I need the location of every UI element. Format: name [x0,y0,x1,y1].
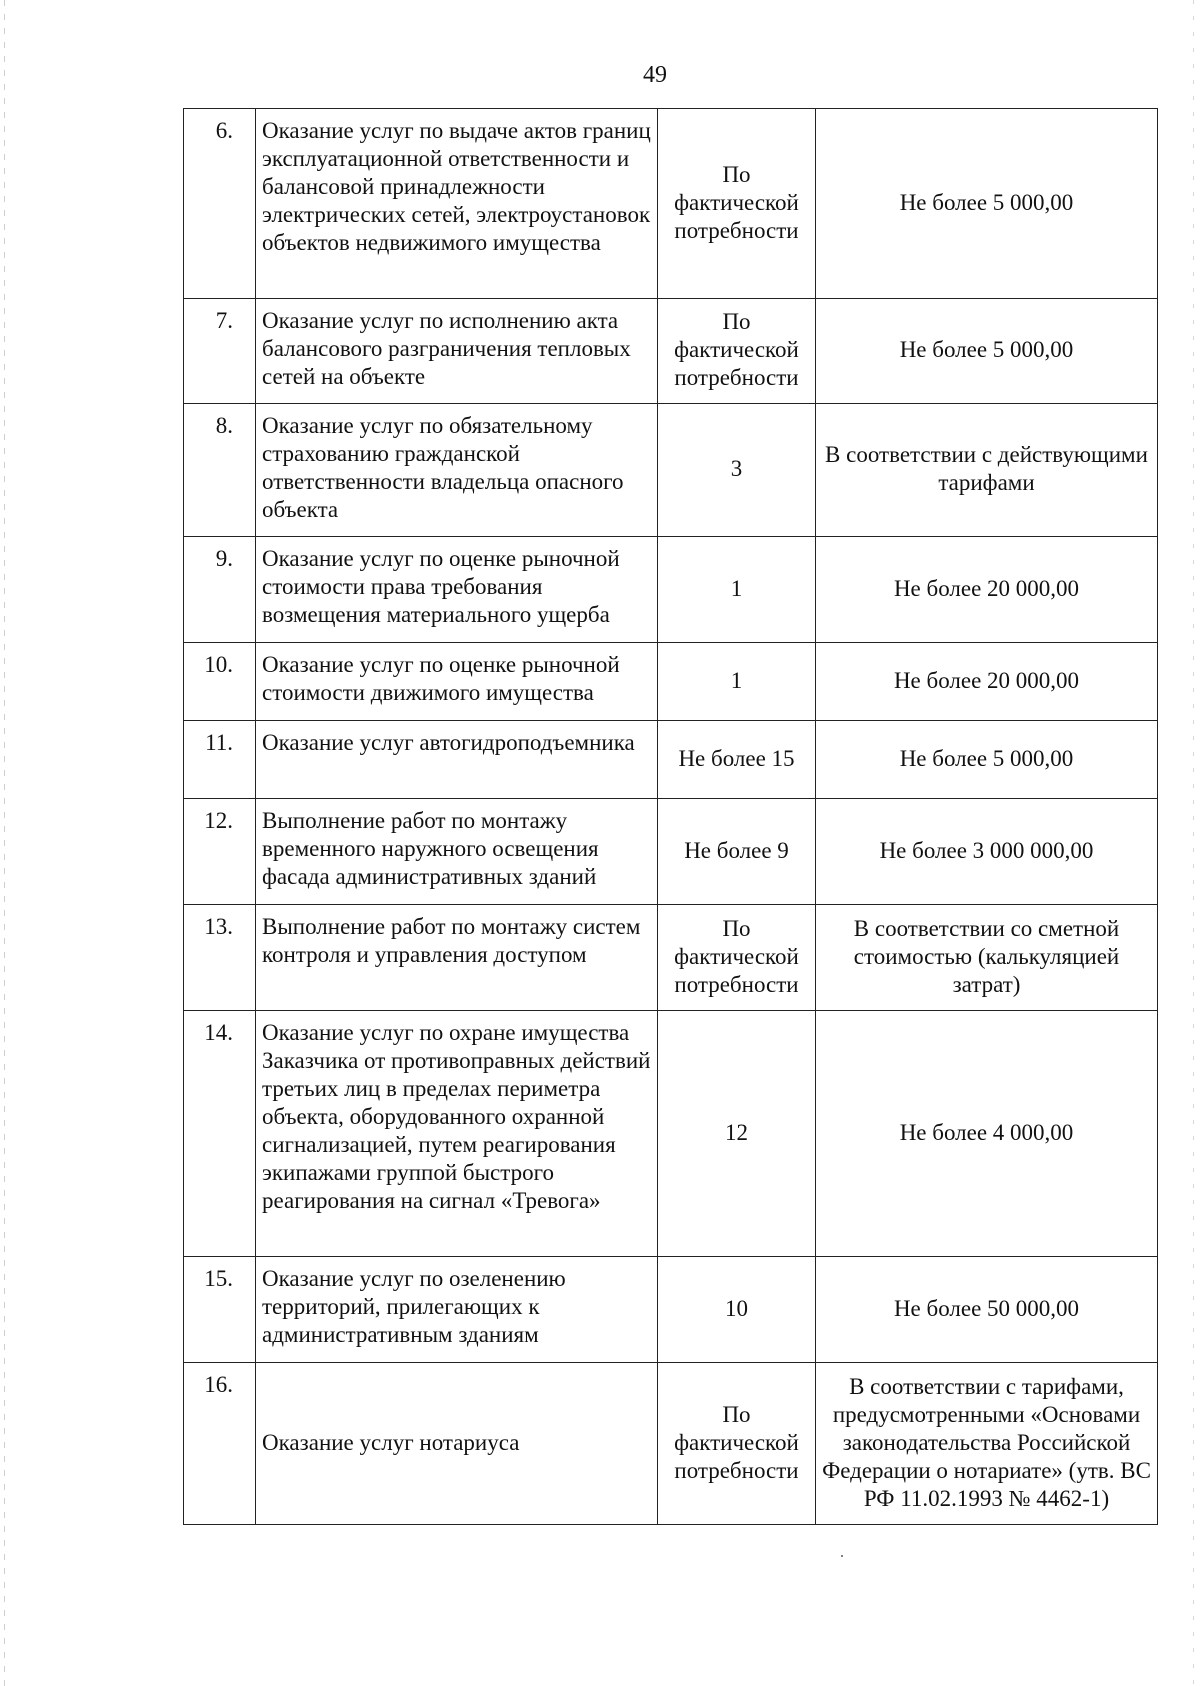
row-number: 14. [184,1011,256,1257]
service-price: Не более 4 000,00 [816,1011,1158,1257]
row-number: 6. [184,109,256,299]
row-number: 16. [184,1363,256,1525]
row-number: 15. [184,1257,256,1363]
service-price: Не более 20 000,00 [816,537,1158,643]
service-name: Оказание услуг по обязательному страхованию гражданской ответственности владельца опасного объекта [256,404,658,537]
table-row [184,799,1158,905]
service-quantity: По фактической потребности [658,905,816,1011]
row-number: 13. [184,905,256,1011]
service-name: Оказание услуг по охране имущества Заказчика от противоправных действий третьих лиц в пределах периметра объекта, оборудованного охранной сигнализацией, путем реагирования экипажами группой быстрого реагирования на сигнал «Тревога» [256,1011,658,1257]
service-quantity: Не более 15 [658,721,816,799]
service-quantity: 1 [658,643,816,721]
scan-speck [841,1555,843,1557]
table-row [184,721,1158,799]
service-price: Не более 5 000,00 [816,721,1158,799]
service-price: Не более 5 000,00 [816,109,1158,299]
service-quantity: По фактической потребности [658,299,816,404]
row-number: 9. [184,537,256,643]
table-row [184,643,1158,721]
service-price: В соответствии с действующими тарифами [816,404,1158,537]
service-price: Не более 20 000,00 [816,643,1158,721]
table-row [184,537,1158,643]
table-row [184,1011,1158,1257]
service-name: Оказание услуг по оценке рыночной стоимости движимого имущества [256,643,658,721]
services-table [183,108,1158,1525]
service-name: Оказание услуг по выдаче актов границ эксплуатационной ответственности и балансовой принадлежности электрических сетей, электроустановок объектов недвижимого имущества [256,109,658,299]
table-row [184,1363,1158,1525]
scan-edge-right [1193,0,1194,1686]
service-price: В соответствии с тарифами, предусмотренными «Основами законодательства Российской Федерации о нотариате» (утв. ВС РФ 11.02.1993 № 4462-1) [816,1363,1158,1525]
table-row [184,905,1158,1011]
row-number: 12. [184,799,256,905]
table-row [184,1257,1158,1363]
service-quantity: 12 [658,1011,816,1257]
service-quantity: По фактической потребности [658,109,816,299]
service-name: Оказание услуг по исполнению акта балансового разграничения тепловых сетей на объекте [256,299,658,404]
service-price: Не более 3 000 000,00 [816,799,1158,905]
service-name: Оказание услуг нотариуса [256,1363,658,1525]
service-name: Выполнение работ по монтажу систем контроля и управления доступом [256,905,658,1011]
page-number: 49 [643,62,667,88]
service-name: Выполнение работ по монтажу временного наружного освещения фасада административных зданий [256,799,658,905]
scan-edge-left [4,0,5,1686]
service-price: В соответствии со сметной стоимостью (калькуляцией затрат) [816,905,1158,1011]
service-price: Не более 50 000,00 [816,1257,1158,1363]
row-number: 10. [184,643,256,721]
service-name: Оказание услуг по оценке рыночной стоимости права требования возмещения материального ущерба [256,537,658,643]
table-row [184,404,1158,537]
service-quantity: 10 [658,1257,816,1363]
service-name: Оказание услуг по озеленению территорий, прилегающих к административным зданиям [256,1257,658,1363]
row-number: 8. [184,404,256,537]
service-name: Оказание услуг автогидроподъемника [256,721,658,799]
table-row [184,109,1158,299]
service-quantity: По фактической потребности [658,1363,816,1525]
table-row [184,299,1158,404]
service-price: Не более 5 000,00 [816,299,1158,404]
service-quantity: Не более 9 [658,799,816,905]
row-number: 11. [184,721,256,799]
service-quantity: 3 [658,404,816,537]
row-number: 7. [184,299,256,404]
service-quantity: 1 [658,537,816,643]
